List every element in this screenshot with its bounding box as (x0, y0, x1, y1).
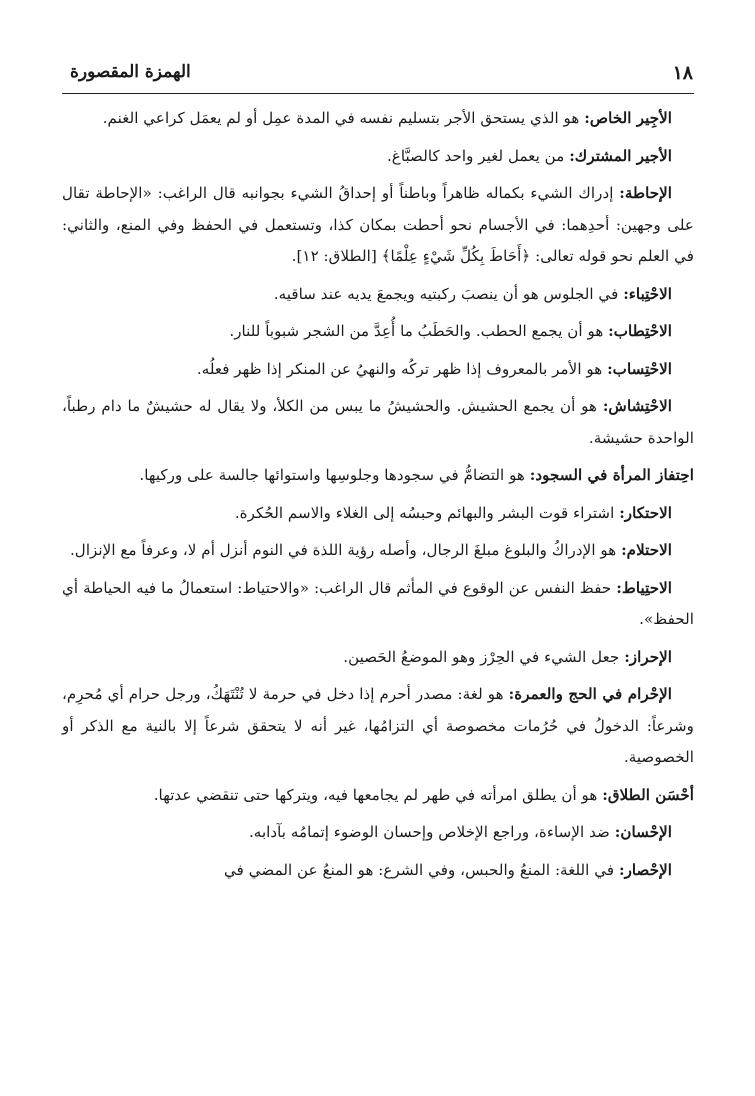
entry-definition: اشتراء قوت البشر والبهائم وحبسُه إلى الغلاء والاسم الحُكرة. (234, 503, 620, 522)
entry-term: الإحراز: (624, 647, 672, 666)
glossary-entries (62, 103, 694, 892)
glossary-entry (62, 141, 694, 173)
entry-definition: ضد الإساءة، وراجع الإخلاص وإحسان الوضوء إتمامُه بآدابه. (248, 823, 615, 841)
entry-definition: هو أن يجمع الحطب. والحَطَبُ ما أُعِدَّ من الشجر شبوباً للنار. (229, 322, 609, 340)
entry-term: الإحْرام في الحج والعمرة: (508, 685, 672, 703)
glossary-entry (62, 679, 694, 774)
entry-term: الاحتلام: (621, 541, 672, 559)
glossary-entry (62, 535, 694, 567)
entry-definition: هو أن يجمع الحشيش. والحشيشُ ما يبس من الكلأ، ولا يقال له حشيشٌ ما دام رطباً، الواحدة حشيشة. (62, 397, 694, 447)
running-title: الهمزة المقصورة (70, 62, 191, 82)
entry-term: الإحْصار: (618, 860, 672, 879)
glossary-entry (62, 178, 694, 273)
entry-term: الاحْتِشاش: (602, 397, 672, 415)
entry-term: الإحْسان: (614, 823, 672, 841)
glossary-entry (62, 642, 694, 674)
glossary-entry (62, 855, 694, 887)
entry-term: الاحتكار: (619, 503, 672, 522)
glossary-entry (62, 316, 694, 348)
entry-definition: جعل الشيء في الحِرْز وهو الموضعُ الحَصين. (343, 647, 625, 666)
entry-term: الاحْتِطاب: (608, 322, 672, 340)
glossary-entry (62, 460, 694, 492)
entry-definition: في اللغة: المنعُ والحبس، وفي الشرع: هو المنعُ عن المضي في (224, 860, 619, 879)
glossary-entry (62, 573, 694, 636)
entry-definition: في الجلوس هو أن ينصبَ ركبتيه ويجمعَ يديه عند ساقيه. (273, 284, 624, 303)
entry-definition: هو الذي يستحق الأجر بتسليم نفسه في المدة عمِل أو لم يعمَل كراعي الغنم. (102, 109, 585, 127)
header-divider (62, 93, 694, 94)
entry-definition: هو لغة: مصدر أحرم إذا دخل في حرمة لا تُنْتَهَكُ، ورجل حرام أي مُحرِم، وشرعاً: الدخولُ في حُرُمات مخصوصة أي التزامُها، غير أنه لا يتحقق شرعاً إلا بالنية مع الذكر أو الخصوصية. (62, 685, 694, 766)
glossary-entry (62, 354, 694, 386)
entry-definition: إدراك الشيء بكماله ظاهراً وباطناً أو إحداقُ الشيء بجوانبه قال الراغب: «الإحاطة تقال على وجهين: أحدِهما: في الأجسام نحو أحطت بمكان كذا، وتستعمل في الحفظ وفي المنع، والثاني: في العلم نحو قوله تعالى: ﴿أَحَاطَ بِكُلِّ شَيْءٍ عِلْمًا﴾ [الطلاق: ١٢]. (62, 184, 694, 265)
page-header (70, 60, 693, 94)
entry-term: الأجِير الخاص: (584, 109, 672, 127)
entry-term: الاحْتِساب: (607, 359, 672, 378)
glossary-entry (62, 817, 694, 849)
entry-definition: هو أن يطلق امرأته في طهر لم يجامعها فيه، ويتركها حتى تنقضي عدتها. (153, 785, 603, 804)
entry-definition: هو التضامُّ في سجودها وجلوسِها واستوائها جالسة على وركيها. (139, 466, 530, 484)
entry-definition: حفظ النفس عن الوقوع في المأثم قال الراغب: «والاحتياط: استعمالُ ما فيه الحياطة أي الحفظ». (62, 578, 694, 628)
entry-definition: هو الأمر بالمعروف إذا ظهر تركُه والنهيُ عن المنكر إذا ظهر فعلُه. (196, 359, 608, 378)
entry-term: أحْسَن الطلاق: (602, 785, 694, 804)
glossary-entry (62, 391, 694, 454)
entry-term: الأجير المشترك: (569, 146, 672, 165)
entry-term: الإحاطة: (619, 184, 672, 202)
entry-definition: من يعمل لغير واحد كالصبَّاغ. (386, 146, 570, 165)
glossary-entry (62, 498, 694, 530)
glossary-entry (62, 780, 694, 812)
entry-term: الاحْتِباء: (623, 284, 672, 303)
entry-term: الاحتِياط: (616, 578, 672, 597)
entry-term: احِتفاز المرأة في السجود: (529, 466, 694, 484)
glossary-entry (62, 103, 694, 135)
glossary-entry (62, 279, 694, 311)
page-number: ١٨ (672, 62, 693, 84)
entry-definition: هو الإدراكُ والبلوغ مبلغَ الرجال، وأصله رؤية اللذة في النوم أنزل أم لا، وعرفاً مع الإنزال. (69, 541, 622, 559)
